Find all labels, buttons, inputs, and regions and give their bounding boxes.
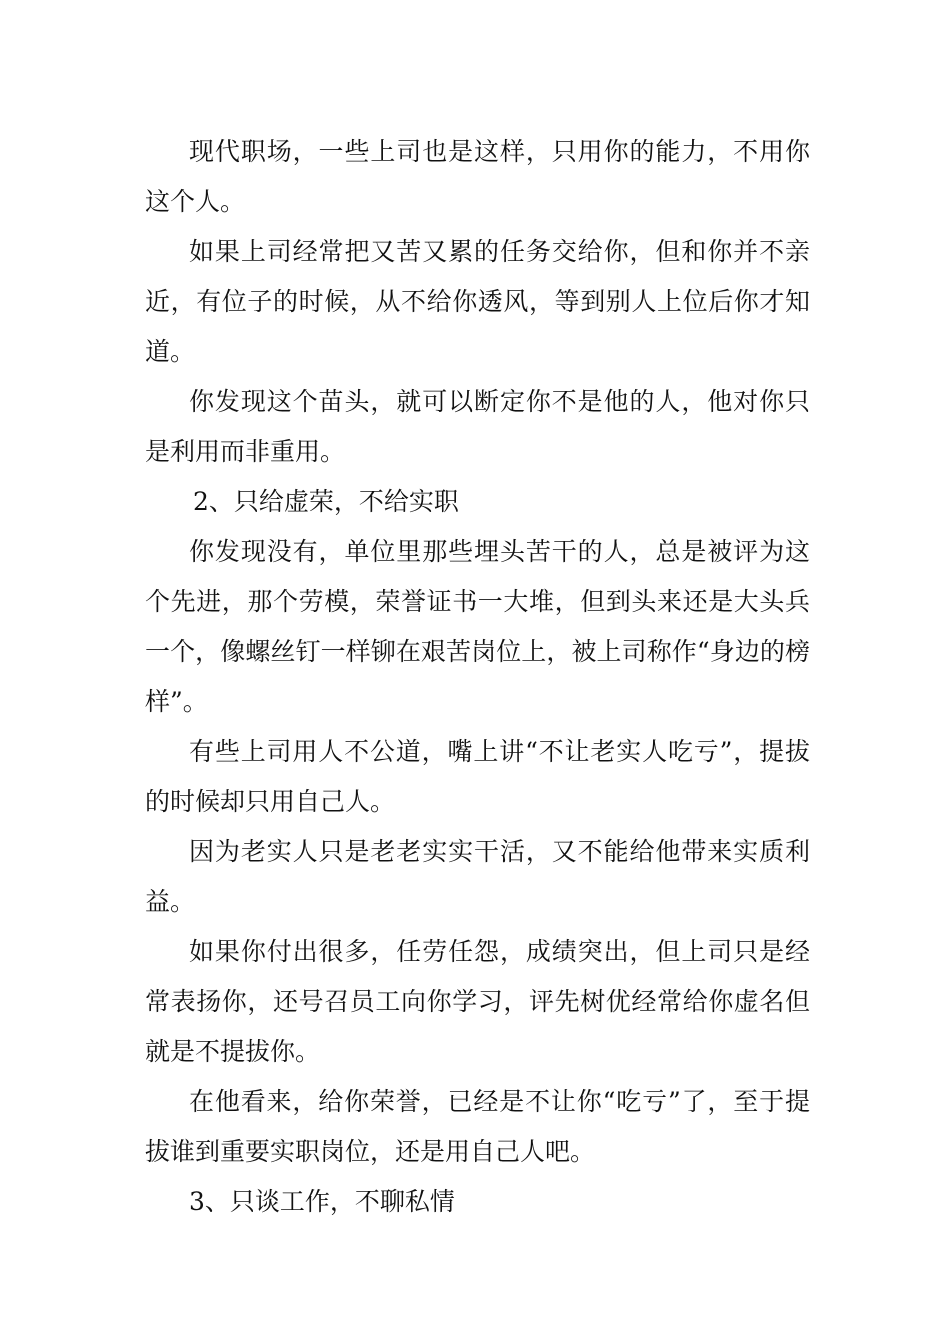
paragraph: 现代职场，一些上司也是这样，只用你的能力，不用你这个人。: [145, 137, 810, 216]
paragraph: 你发现没有，单位里那些埋头苦干的人，总是被评为这个先进，那个劳模，荣誉证书一大堆，但到头来还是大头兵一个，像螺丝钉一样铆在艰苦岗位上，被上司称作“身边的榜样”。: [145, 537, 810, 716]
paragraph: 你发现这个苗头，就可以断定你不是他的人，他对你只是利用而非重用。: [145, 387, 810, 466]
paragraph: 有些上司用人不公道，嘴上讲“不让老实人吃亏”，提拔的时候却只用自己人。: [145, 737, 810, 816]
paragraph: 因为老实人只是老老实实干活，又不能给他带来实质利益。: [145, 837, 810, 916]
document-body: [145, 127, 810, 1227]
paragraph: 如果上司经常把又苦又累的任务交给你，但和你并不亲近，有位子的时候，从不给你透风，等到别人上位后你才知道。: [145, 237, 810, 366]
section-heading: 2、只给虚荣，不给实职: [193, 487, 459, 516]
paragraph: 如果你付出很多，任劳任怨，成绩突出，但上司只是经常表扬你，还号召员工向你学习，评先树优经常给你虚名但就是不提拔你。: [145, 937, 810, 1066]
paragraph: 在他看来，给你荣誉，已经是不让你“吃亏”了，至于提拔谁到重要实职岗位，还是用自己人吧。: [145, 1087, 810, 1166]
section-heading: 3、只谈工作，不聊私情: [189, 1187, 455, 1216]
